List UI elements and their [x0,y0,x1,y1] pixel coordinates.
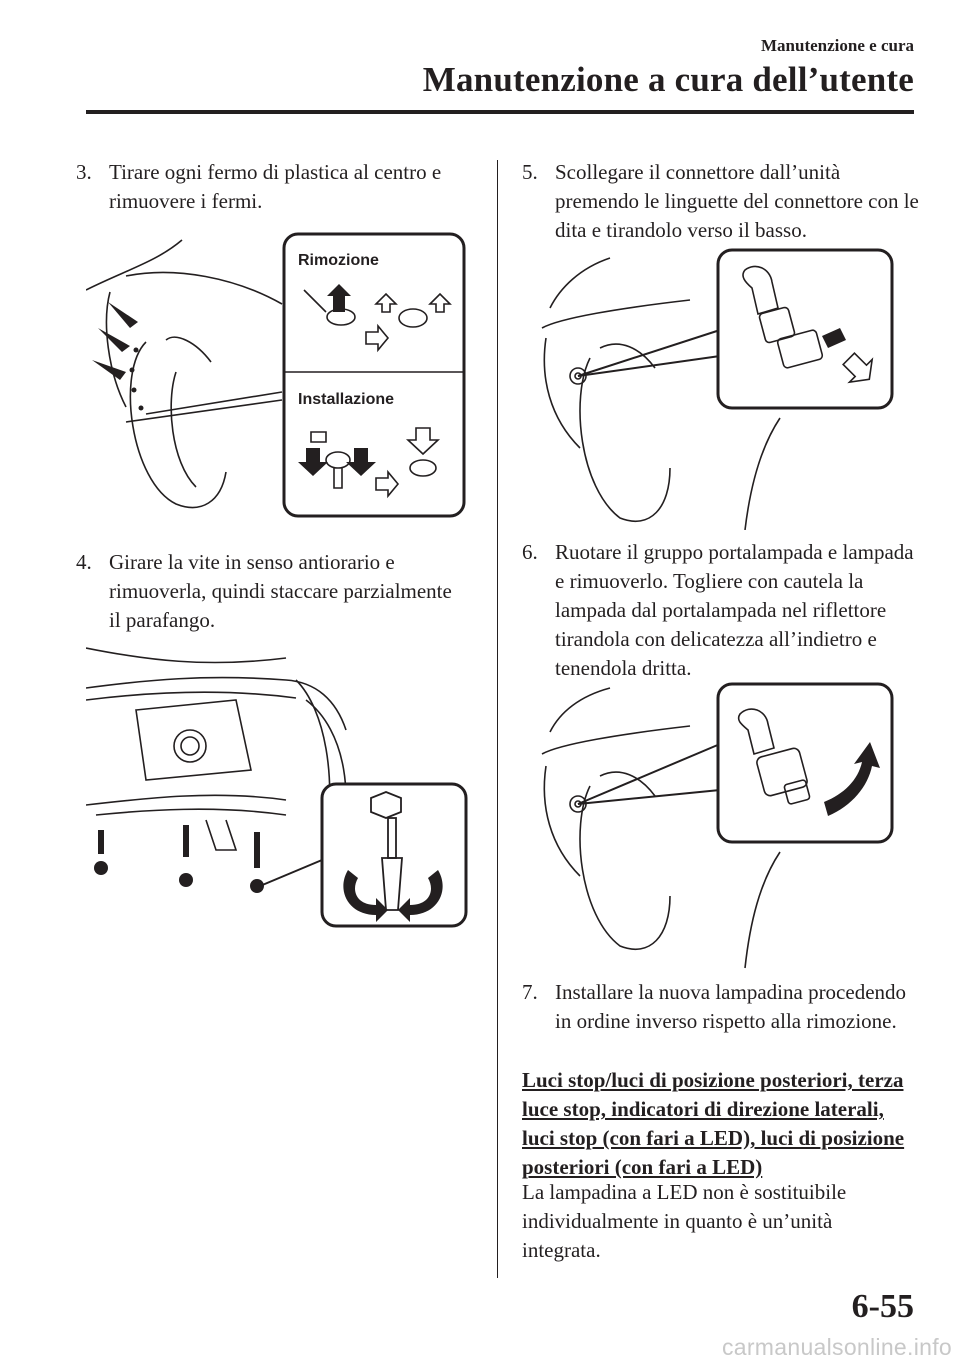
step-number: 6. [522,540,538,564]
figure-clip-removal [86,232,468,520]
step-3 [76,158,476,216]
label-rimozione: Rimozione [298,252,379,269]
step-text: Scollegare il connettore dall’unità premendo le linguette del connettore con le dita e tirandolo verso il basso. [555,160,919,242]
step-number: 7. [522,980,538,1004]
led-note: La lampadina a LED non è sostituibile individualmente in quanto è un’unità integrata. [522,1180,847,1262]
page-number: 6-55 [851,1288,914,1325]
step-7 [522,978,922,1036]
figure-connector [540,248,896,530]
step-text: Girare la vite in senso antiorario e rimuoverla, quindi staccare parzialmente il parafango. [109,550,452,632]
step-number: 3. [76,160,92,184]
label-installazione: Installazione [298,391,395,408]
column-divider [497,160,498,1278]
page-title: Manutenzione a cura dell’utente [422,60,914,99]
step-text: Tirare ogni fermo di plastica al centro e rimuovere i fermi. [109,160,442,213]
step-4 [76,548,456,635]
watermark: carmanualsonline.info [721,1334,952,1360]
step-text: Ruotare il gruppo portalampada e lampada e rimuoverlo. Togliere con cautela la lampada dal portalampada nel riflettore tirandola con delicatezza all’indietro e tenendola dritta. [555,540,914,680]
step-text: Installare la nuova lampadina procedendo in ordine inverso rispetto alla rimozione. [555,980,907,1033]
step-number: 4. [76,550,92,574]
header-rule [86,110,914,114]
figure-screw-removal [86,640,470,930]
step-5 [522,158,922,245]
figure-rotate-lamp [540,682,896,972]
step-number: 5. [522,160,538,184]
header-section: Manutenzione e cura [761,36,914,55]
step-6 [522,538,922,683]
section-subheading: Luci stop/luci di posizione posteriori, terza luce stop, indicatori di direzione laterali, luci stop (con fari a LED), luci di posizione posteriori (con fari a LED) [522,1068,905,1179]
